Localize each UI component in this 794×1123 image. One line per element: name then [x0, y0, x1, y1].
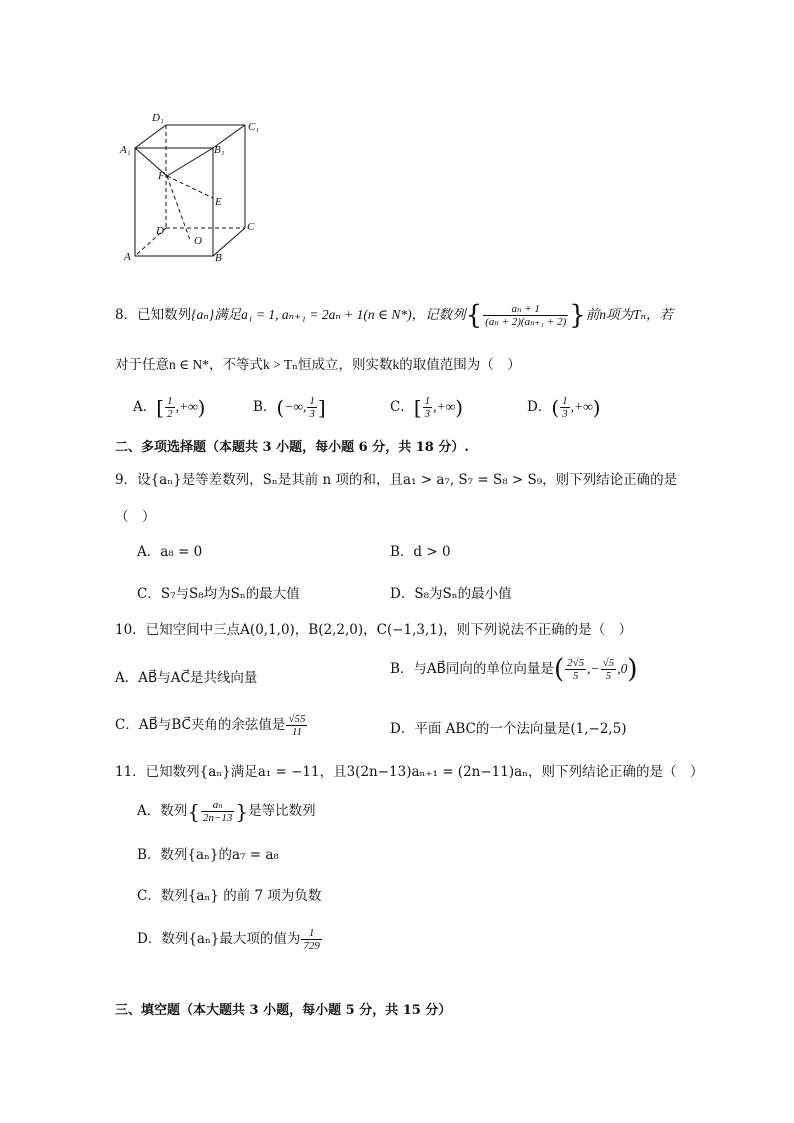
q8-tail: 前n项为Tₙ，若	[585, 307, 674, 322]
section-2-heading: 二、多项选择题（本题共 3 小题，每小题 6 分，共 18 分）.	[115, 440, 469, 455]
label-d: D	[156, 225, 164, 237]
q11-option-b[interactable]: B．数列{aₙ}的a₇ = a₈	[137, 847, 279, 863]
q11-option-a[interactable]: A．数列{ $\frac{\text{aₙ}}{2n-13}$ }是等比数列	[137, 799, 316, 824]
q8-seq: {aₙ}	[191, 307, 215, 322]
q9-option-c[interactable]: C．S₇与S₈均为Sₙ的最大值	[137, 586, 300, 602]
box-figure	[118, 108, 268, 268]
label-b1: B₁	[214, 144, 225, 156]
label-f: F	[158, 170, 165, 182]
q11-option-d[interactable]: D．数列{aₙ}最大项的值为 $\frac{1}{729}$	[137, 927, 320, 952]
q8-number: 8．已知数列	[115, 307, 192, 323]
label-b: B	[215, 252, 222, 264]
q8-option-a[interactable]: A．[ $\frac{1}{2}$ ,+∞)	[133, 395, 206, 420]
q8-condition: 满足a₁ = 1, aₙ₊₁ = 2aₙ + 1(n ∈ N*)，记数列	[214, 307, 466, 322]
q11-option-c[interactable]: C．数列{aₙ} 的前 7 项为负数	[137, 888, 322, 904]
q8-option-c[interactable]: C．[ $\frac{1}{3}$ ,+∞)	[390, 395, 464, 420]
q9-option-d[interactable]: D．S₈为Sₙ的最小值	[390, 586, 512, 602]
q9-option-a[interactable]: A．a₈ = 0	[137, 544, 203, 560]
label-d1: D₁	[152, 112, 164, 124]
q9-option-b[interactable]: B．d > 0	[390, 544, 451, 560]
q10-option-b[interactable]: B．与AB⃗同向的单位向量是( $\frac{2√5}{5}$ ,− $\frac{√5}{5}$ ,0)	[390, 654, 638, 685]
q10-stem: 10．已知空间中三点A(0,1,0)，B(2,2,0)，C(−1,3,1)，则下列说法不正确的是（ ）	[115, 622, 633, 638]
q8-option-b[interactable]: B．(−∞, $\frac{1}{3}$ ]	[253, 395, 326, 420]
label-c1: C₁	[248, 121, 260, 133]
q9-stem: 9．设{aₙ}是等差数列，Sₙ是其前 n 项的和，且a₁ > a₇, S₇ = S₈ > S₉，则下列结论正确的是	[115, 472, 678, 488]
q8-stem-line2: 对于任意n ∈ N*，不等式k > Tₙ恒成立，则实数k的取值范围为（ ）	[115, 357, 521, 372]
label-e: E	[215, 196, 222, 208]
label-a1: A₁	[120, 144, 131, 156]
q10-option-d[interactable]: D．平面 ABC的一个法向量是(1,−2,5)	[390, 721, 627, 737]
q8-fraction: $\frac{\text{aₙ + 1}}{\text{(aₙ + 2)(aₙ₊₁ + 2)}}$	[485, 303, 567, 328]
q9-paren: （ ）	[115, 509, 156, 525]
q8-stem-line1: 8．已知数列{aₙ}满足a₁ = 1, aₙ₊₁ = 2aₙ + 1(n ∈ N*)，记数列{ $\frac{\text{aₙ + 1}}{\text{(aₙ + 2)(aₙ₊₁ + 2)}}$ }前n项为Tₙ，若	[115, 300, 674, 331]
label-a: A	[124, 251, 131, 263]
section-3-heading: 三、填空题（本大题共 3 小题，每小题 5 分，共 15 分）	[115, 1003, 452, 1018]
q10-option-c[interactable]: C．AB⃗与BC⃗夹角的余弦值是 $\frac{√55}{11}$	[115, 713, 306, 738]
q11-stem: 11．已知数列{aₙ}满足a₁ = −11，且3(2n−13)aₙ₊₁ = (2n−11)aₙ，则下列结论正确的是（ ）	[115, 764, 704, 780]
label-o: O	[194, 235, 202, 247]
label-c: C	[247, 221, 255, 233]
q10-option-a[interactable]: A．AB⃗与AC⃗是共线向量	[115, 670, 258, 686]
q8-option-d[interactable]: D．( $\frac{1}{3}$ ,+∞)	[527, 395, 601, 420]
